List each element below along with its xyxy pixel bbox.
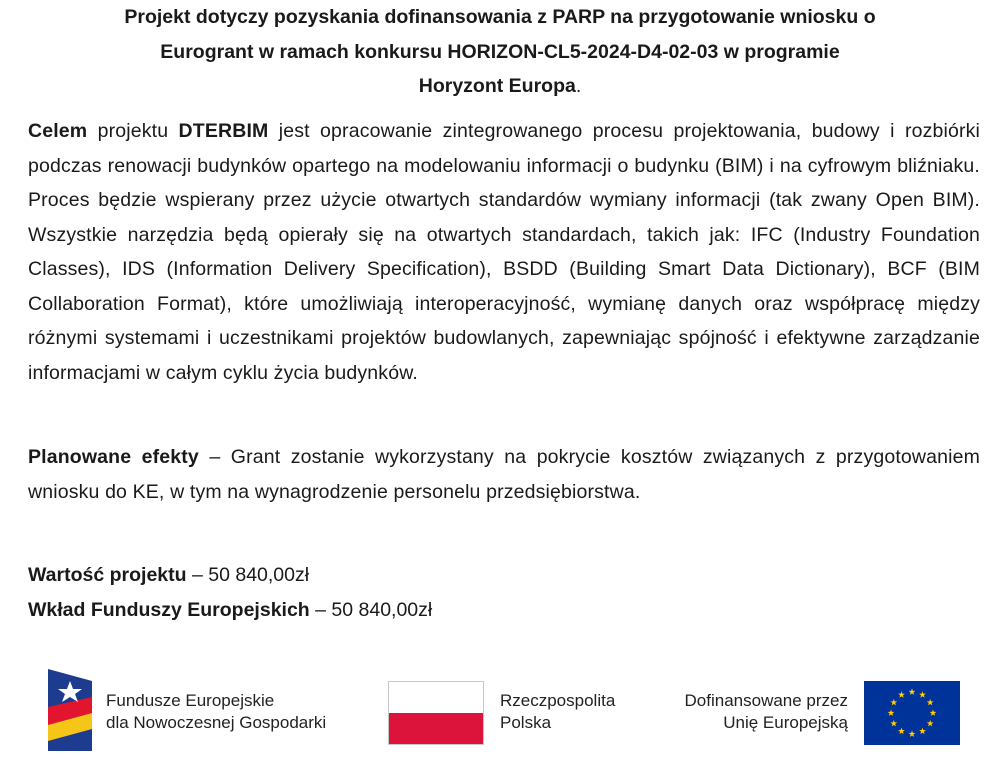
pl-line-2: Polska bbox=[500, 713, 552, 732]
eu-line-1: Dofinansowane przez bbox=[684, 691, 848, 710]
eu-contribution-line bbox=[28, 596, 432, 624]
eu-contribution-label: Wkład Funduszy Europejskich bbox=[28, 599, 310, 621]
project-value: – 50 840,00zł bbox=[186, 564, 310, 586]
effects-text: – Grant zostanie wykorzystany na pokrycie kosztów związanych z przygotowaniem wniosku do KE, w tym na wynagrodzenie personelu przedsiębiorstwa. bbox=[28, 446, 981, 503]
goal-label: Celem bbox=[28, 120, 88, 142]
polish-flag-icon bbox=[388, 681, 484, 745]
project-value-label: Wartość projektu bbox=[28, 564, 187, 586]
project-name: DTERBIM bbox=[178, 120, 269, 142]
title-line-1: Projekt dotyczy pozyskania dofinansowania z PARP na przygotowanie wniosku o bbox=[124, 6, 876, 28]
fundusze-europejskie-logo-icon bbox=[46, 667, 94, 753]
title-line-3: Horyzont Europa bbox=[418, 75, 576, 97]
goal-text-2: jest opracowanie zintegrowanego procesu projektowania, budowy i rozbiórki podczas renowacji budynków opartego na modelowaniu informacji o budynku (BIM) i na cyfrowym bliźniaku. Proces będzie wspierany przez użycie otwartych standardów wymiany informacji (tak zwany Open BIM). Wszystkie narzędzia będą opierały się na otwartych standardach, takich jak: IFC (Industry Foundation Classes), IDS (Information Delivery Specification), BSDD (Building Smart Data Dictionary), BCF (BIM Collaboration Format), które umożliwiają interoperacyjność, wymianę danych oraz współpracę między różnymi systemami i uczestnikami projektów budowlanych, zapewniając spójność i efektywne zarządzanie informacjami w całym cyklu życia budynków. bbox=[28, 120, 980, 384]
eu-contribution-value: – 50 840,00zł bbox=[309, 599, 433, 621]
project-goal-paragraph bbox=[28, 114, 980, 390]
effects-label: Planowane efekty bbox=[28, 446, 199, 468]
funding-logos-bar bbox=[0, 660, 999, 760]
goal-text-1: projektu bbox=[87, 120, 179, 142]
eu-flag-icon bbox=[864, 681, 960, 745]
eu-line-2: Unię Europejską bbox=[723, 713, 848, 732]
planned-effects-paragraph bbox=[28, 440, 980, 509]
title-line-2: Eurogrant w ramach konkursu HORIZON-CL5-2024-D4-02-03 w programie bbox=[160, 40, 840, 63]
fe-logo-text bbox=[106, 690, 326, 734]
project-value-line bbox=[28, 561, 309, 589]
title-period: . bbox=[575, 75, 582, 97]
page-title bbox=[40, 0, 960, 104]
pl-line-1: Rzeczpospolita bbox=[500, 691, 616, 710]
fe-line-1: Fundusze Europejskie bbox=[106, 691, 275, 710]
eu-logo-text bbox=[640, 690, 848, 734]
fe-line-2: dla Nowoczesnej Gospodarki bbox=[106, 713, 327, 732]
pl-logo-text bbox=[500, 690, 615, 734]
